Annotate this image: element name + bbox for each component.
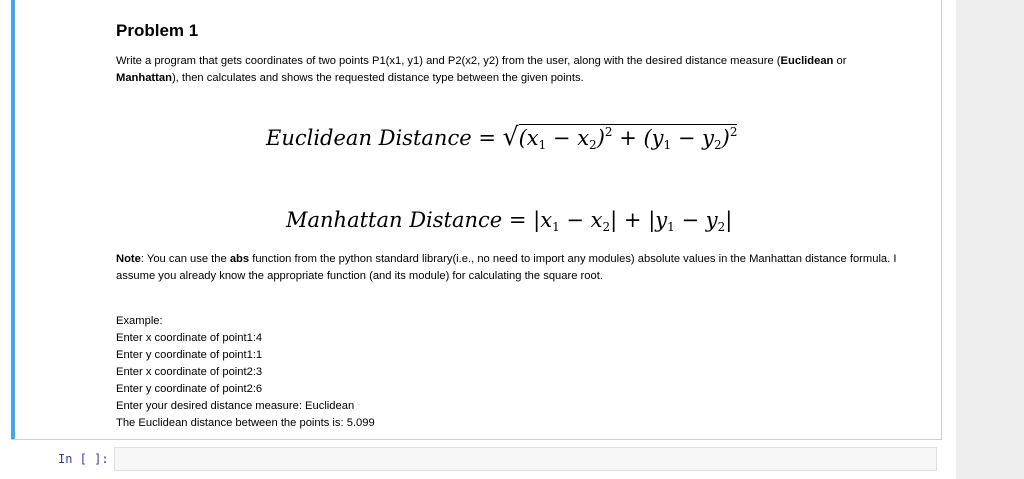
manhattan-formula-label: Manhattan Distance [286, 208, 503, 232]
example-line: Enter y coordinate of point1:1 [116, 349, 263, 361]
code-cell-input[interactable] [114, 447, 937, 471]
example-line: Enter your desired distance measure: Euclidean [116, 400, 355, 412]
note-paragraph: Note: You can use the abs function from the python standard library(i.e., no need to import any modules) absolute values in the Manhattan distance formula. I assume you already know the appropriate function (and its module) for calculating the square root. [116, 253, 897, 282]
input-prompt: In [ ]: [58, 452, 109, 466]
euclidean-formula-label: Euclidean Distance [266, 126, 472, 150]
manhattan-term: Manhattan [116, 72, 172, 84]
example-line: Enter x coordinate of point1:4 [116, 332, 263, 344]
problem-description: Write a program that gets coordinates of two points P1(x1, y1) and P2(x2, y2) from the user, along with the desired distance measure (Euclidean or Manhattan), then calculates and shows the requested distance type between the given points. [116, 55, 847, 84]
problem-title: Problem 1 [116, 21, 199, 40]
notebook-side-margin [956, 0, 1024, 479]
example-line: Enter y coordinate of point2:6 [116, 383, 263, 395]
example-line: Enter x coordinate of point2:3 [116, 366, 263, 378]
example-line: Example: [116, 315, 163, 327]
selected-cell-indicator [11, 0, 15, 439]
note-label: Note [116, 253, 141, 265]
abs-term: abs [229, 253, 250, 265]
markdown-cell[interactable] [11, 0, 942, 440]
example-line: The Euclidean distance between the points is: 5.099 [116, 417, 375, 429]
manhattan-formula: Manhattan Distance = $|x_1 - x_2| + |y_1 - y_2|$ [286, 208, 733, 234]
euclidean-term: Euclidean [780, 55, 834, 67]
example-block [116, 313, 375, 432]
euclidean-formula: Euclidean Distance = $√(x_1 - x_2)^2 + (y_1 - y_2)^2$ [266, 122, 738, 152]
